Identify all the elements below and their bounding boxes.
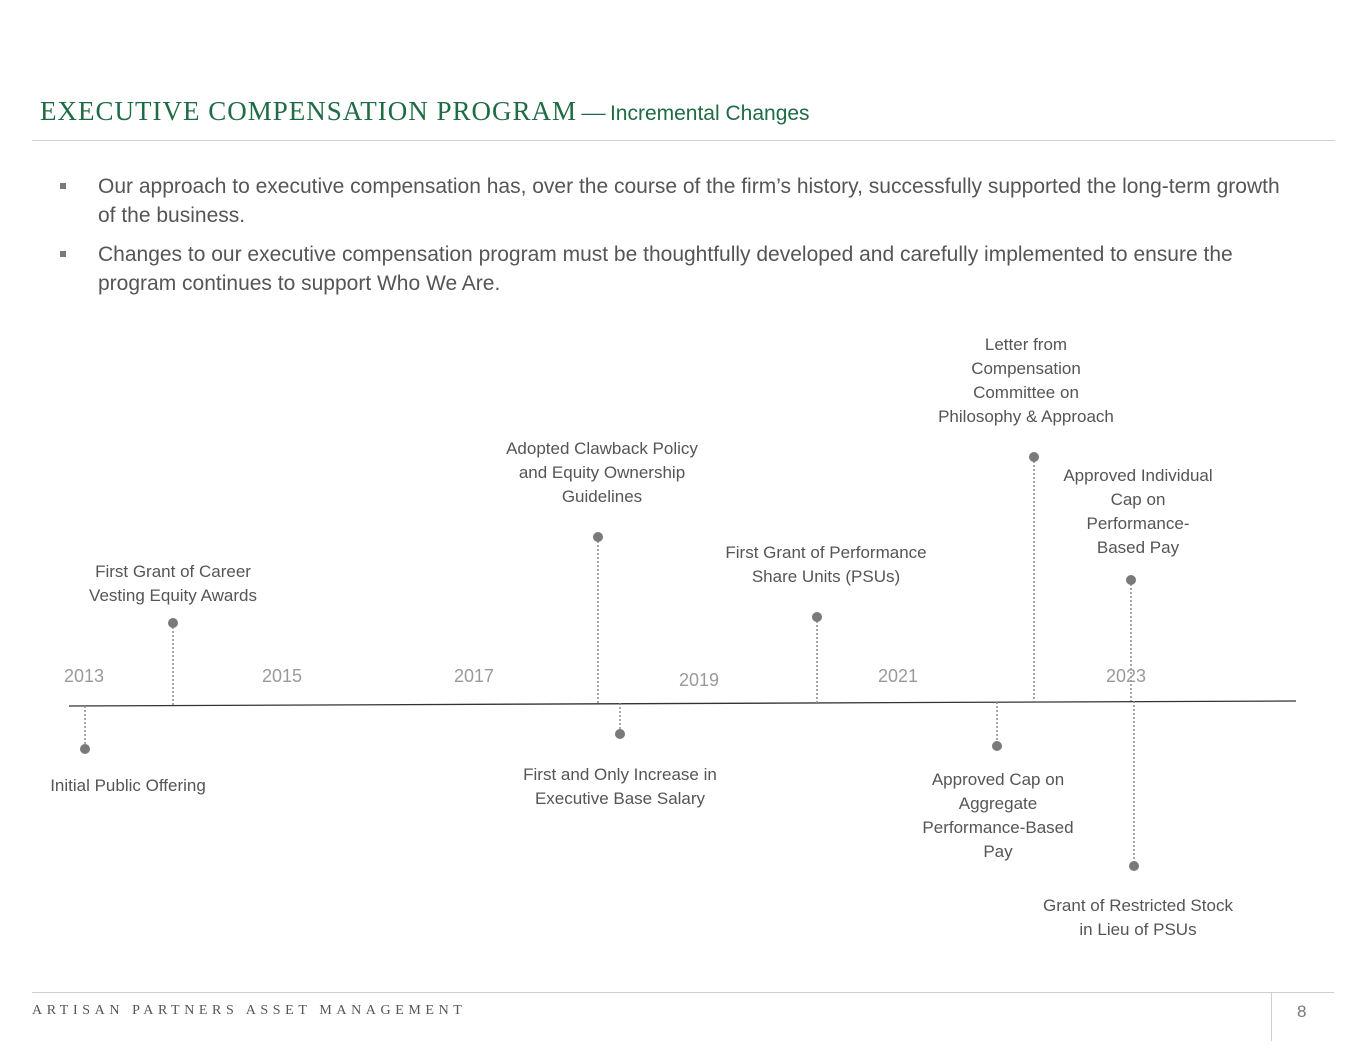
event-label-career-vesting: First Grant of Career Vesting Equity Awards bbox=[89, 562, 257, 605]
marker-letter bbox=[1029, 452, 1039, 462]
event-label-letter: Letter from Compensation Committee on Philosophy & Approach bbox=[938, 335, 1114, 426]
marker-aggregate-cap bbox=[992, 741, 1002, 751]
title-main: EXECUTIVE COMPENSATION PROGRAM bbox=[40, 96, 578, 126]
title-subtitle: Incremental Changes bbox=[609, 102, 810, 125]
marker-individual-cap bbox=[1126, 575, 1136, 585]
footer-vertical-divider bbox=[1271, 993, 1272, 1041]
footer-brand: ARTISAN PARTNERS ASSET MANAGEMENT bbox=[32, 1003, 467, 1018]
event-label-individual-cap: Approved Individual Cap on Performance-Based Pay bbox=[1063, 466, 1213, 557]
marker-ipo bbox=[80, 744, 90, 754]
marker-base-salary bbox=[615, 729, 625, 739]
marker-restricted-stock bbox=[1129, 861, 1139, 871]
event-label-psu: First Grant of Performance Share Units (PSUs) bbox=[725, 543, 927, 586]
event-label-ipo: Initial Public Offering bbox=[50, 776, 206, 795]
bullet-text: Changes to our executive compensation program must be thoughtfully developed and carefully implemented to ensure the program continues to support Who We Are. bbox=[98, 243, 1233, 295]
marker-psu bbox=[812, 612, 822, 622]
year-label: 2015 bbox=[262, 666, 303, 686]
event-label-base-salary: First and Only Increase in Executive Base Salary bbox=[523, 765, 717, 808]
year-label: 2017 bbox=[454, 666, 495, 686]
marker-career-vesting bbox=[168, 618, 178, 628]
marker-clawback bbox=[593, 532, 603, 542]
year-label: 2021 bbox=[878, 666, 919, 686]
page-number: 8 bbox=[1297, 1002, 1307, 1021]
event-label-aggregate-cap: Approved Cap on Aggregate Performance-Based Pay bbox=[922, 770, 1074, 861]
event-label-restricted-stock: Grant of Restricted Stock in Lieu of PSUs bbox=[1043, 896, 1233, 939]
timeline-axis bbox=[69, 701, 1296, 706]
year-label: 2013 bbox=[64, 666, 105, 686]
year-label: 2023 bbox=[1106, 666, 1147, 686]
title-dash: — bbox=[581, 100, 606, 126]
year-label: 2019 bbox=[679, 670, 720, 690]
bullet-text: Our approach to executive compensation has, over the course of the firm’s history, successfully supported the long-term growth of the business. bbox=[98, 175, 1280, 227]
event-label-clawback: Adopted Clawback Policy and Equity Ownership Guidelines bbox=[506, 439, 698, 506]
footer-divider bbox=[32, 992, 1334, 993]
